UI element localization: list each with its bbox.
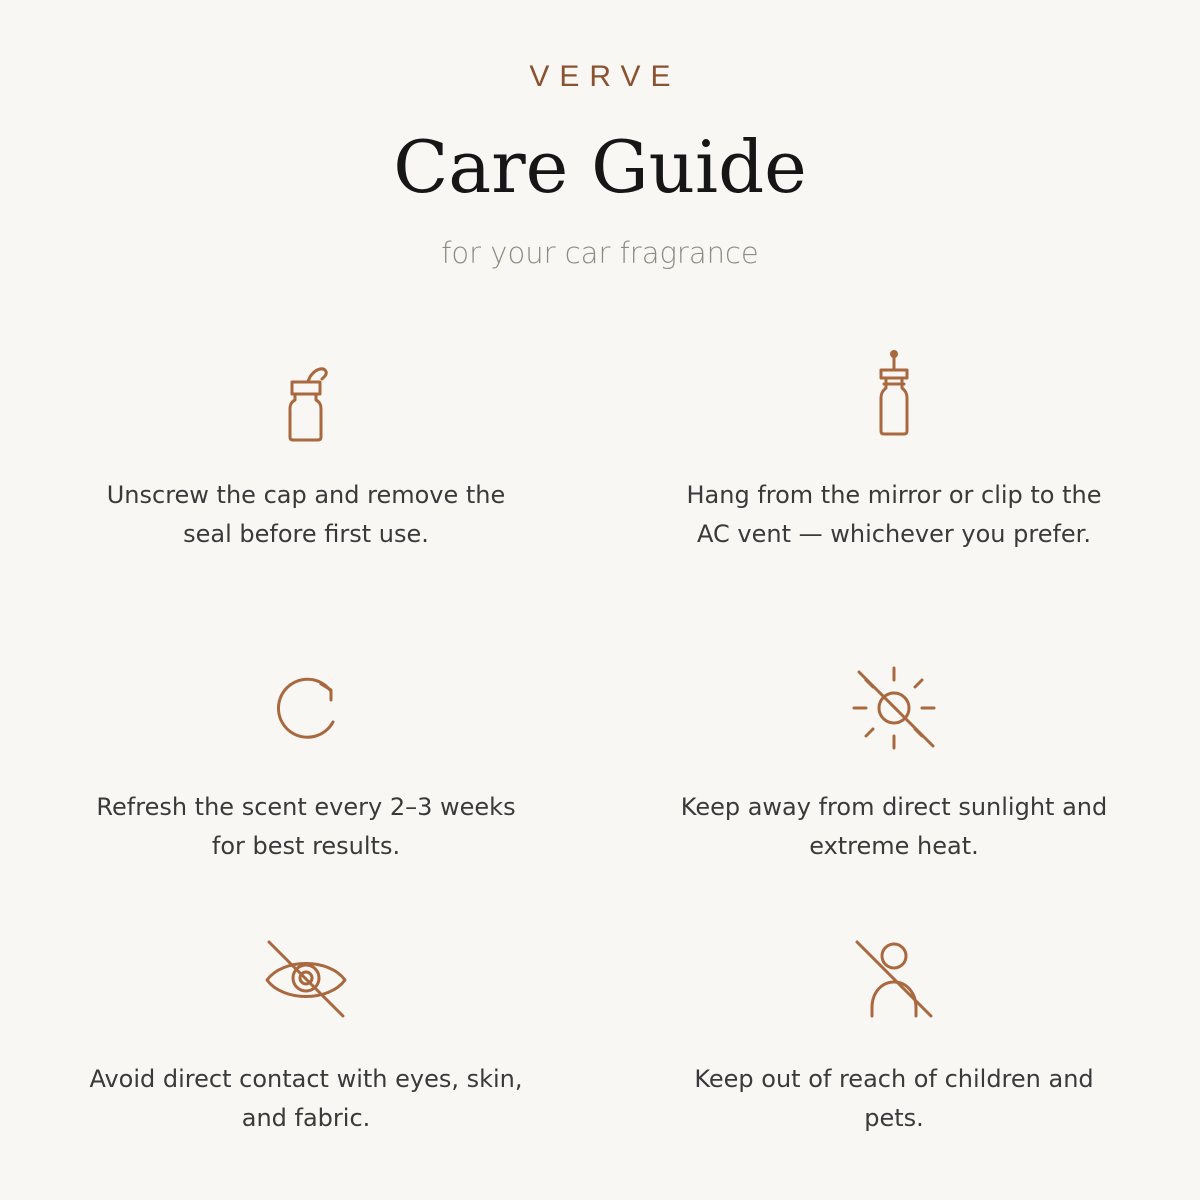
brand-name: VERVE (529, 60, 681, 93)
care-item-text: Keep away from direct sunlight and extreme heat. (680, 793, 1108, 860)
care-item-text: Avoid direct contact with eyes, skin, and fabric. (89, 1065, 523, 1132)
bottle-icon (261, 352, 351, 442)
page-subtitle: for your car fragrance (441, 236, 759, 270)
no-child-icon (849, 936, 939, 1026)
care-item-text: Refresh the scent every 2–3 weeks for best results. (96, 793, 516, 860)
care-item-text: Keep out of reach of children and pets. (694, 1065, 1094, 1132)
no-sun-icon (849, 664, 939, 754)
care-item-text: Hang from the mirror or clip to the AC vent — whichever you prefer. (686, 481, 1102, 548)
page-title: Care Guide (393, 125, 807, 209)
care-item-text: Unscrew the cap and remove the seal before first use. (106, 481, 506, 548)
no-eye-icon (261, 936, 351, 1026)
hanging-bottle-icon (849, 346, 939, 436)
refresh-icon (261, 664, 351, 754)
